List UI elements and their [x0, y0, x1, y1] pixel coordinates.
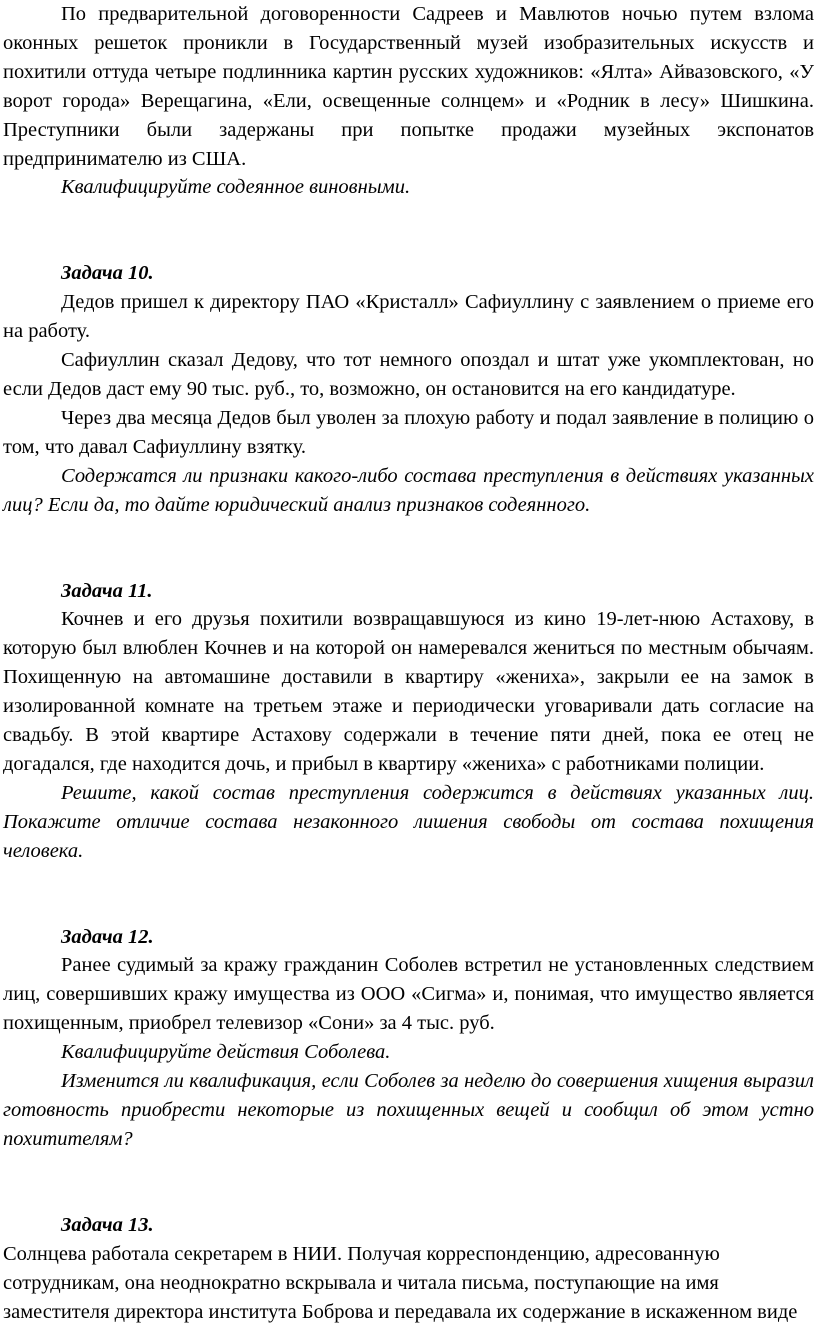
task10-title: Задача 10.: [61, 262, 154, 285]
spacer: [3, 520, 814, 577]
spacer: [3, 1154, 814, 1211]
task10-paragraph-3: Через два месяца Дедов был уволен за плохую работу и подал заявление в полицию о том, что давал Сафиуллину взятку.: [3, 406, 814, 458]
task10-paragraph-2: Сафиуллин сказал Дедову, что тот немного опоздал и штат уже укомплектован, но если Дедов даст ему 90 тыс. руб., то, возможно, он остановится на его кандидатуре.: [3, 349, 814, 400]
task10-question: Содержатся ли признаки какого-либо состава преступления в действиях указанных лиц? Если да, то дайте юридический анализ признаков содеянного.: [3, 464, 814, 516]
task13-paragraph-1: Солнцева работала секретарем в НИИ. Получая корреспонденцию, адресованную сотрудникам, она неоднократно вскрывала и читала письма, поступающие на имя заместителя директора института Боброва и передавала их содержание в искаженном виде: [3, 1242, 798, 1323]
task11-paragraph-1: Кочнев и его друзья похитили возвращавшуюся из кино 19-лет-нюю Астахову, в которую был влюблен Кочнев и на которой он намеревался жениться по местным обычаям. Похищенную на автомашине доставили в квартиру «жениха», закрыли ее на замок в изолированной комнате на третьем этаже и периодически уговаривали дать согласие на свадьбу. В этой квартире Астахову содержали в течение пяти дней, пока ее отец не догадался, где находится дочь, и прибыл в квартиру «жениха» с работниками полиции.: [3, 608, 814, 775]
task12-question-2: Изменится ли квалификация, если Соболев за неделю до совершения хищения выразил готовность приобрести некоторые из похищенных вещей и сообщил об этом устно похитителям?: [3, 1070, 814, 1150]
task11-title: Задача 11.: [61, 579, 153, 602]
task12-paragraph-1: Ранее судимый за кражу гражданин Соболев встретил не установленных следствием лиц, совершивших кражу имущества из ООО «Сигма» и, понимая, что имущество является похищенным, приобрел телевизор «Сони» за 4 тыс. руб.: [3, 954, 814, 1035]
task13-title: Задача 13.: [61, 1213, 154, 1236]
task10-paragraph-1: Дедов пришел к директору ПАО «Кристалл» Сафиуллину с заявлением о приеме его на работу.: [3, 291, 814, 343]
spacer: [3, 866, 814, 923]
task11-question: Решите, какой состав преступления содержится в действиях указанных лиц. Покажите отличие состава незаконного лишения свободы от состава похищения человека.: [3, 781, 814, 862]
task12-question-1: Квалифицируйте действия Соболева.: [61, 1041, 391, 1064]
intro-paragraph: По предварительной договоренности Садреев и Мавлютов ночью путем взлома оконных решеток проникли в Государственный музей изобразительных искусств и похитили оттуда четыре подлинника картин русских художников: «Ялта» Айвазовского, «У ворот города» Верещагина, «Ели, освещенные солнцем» и «Родник в лесу» Шишкина. Преступники были задержаны при попытке продажи музейных экспонатов предпринимателю из США.: [3, 3, 814, 170]
task12-title: Задача 12.: [61, 925, 154, 948]
intro-question: Квалифицируйте содеянное виновными.: [61, 176, 411, 199]
spacer: [3, 202, 814, 259]
